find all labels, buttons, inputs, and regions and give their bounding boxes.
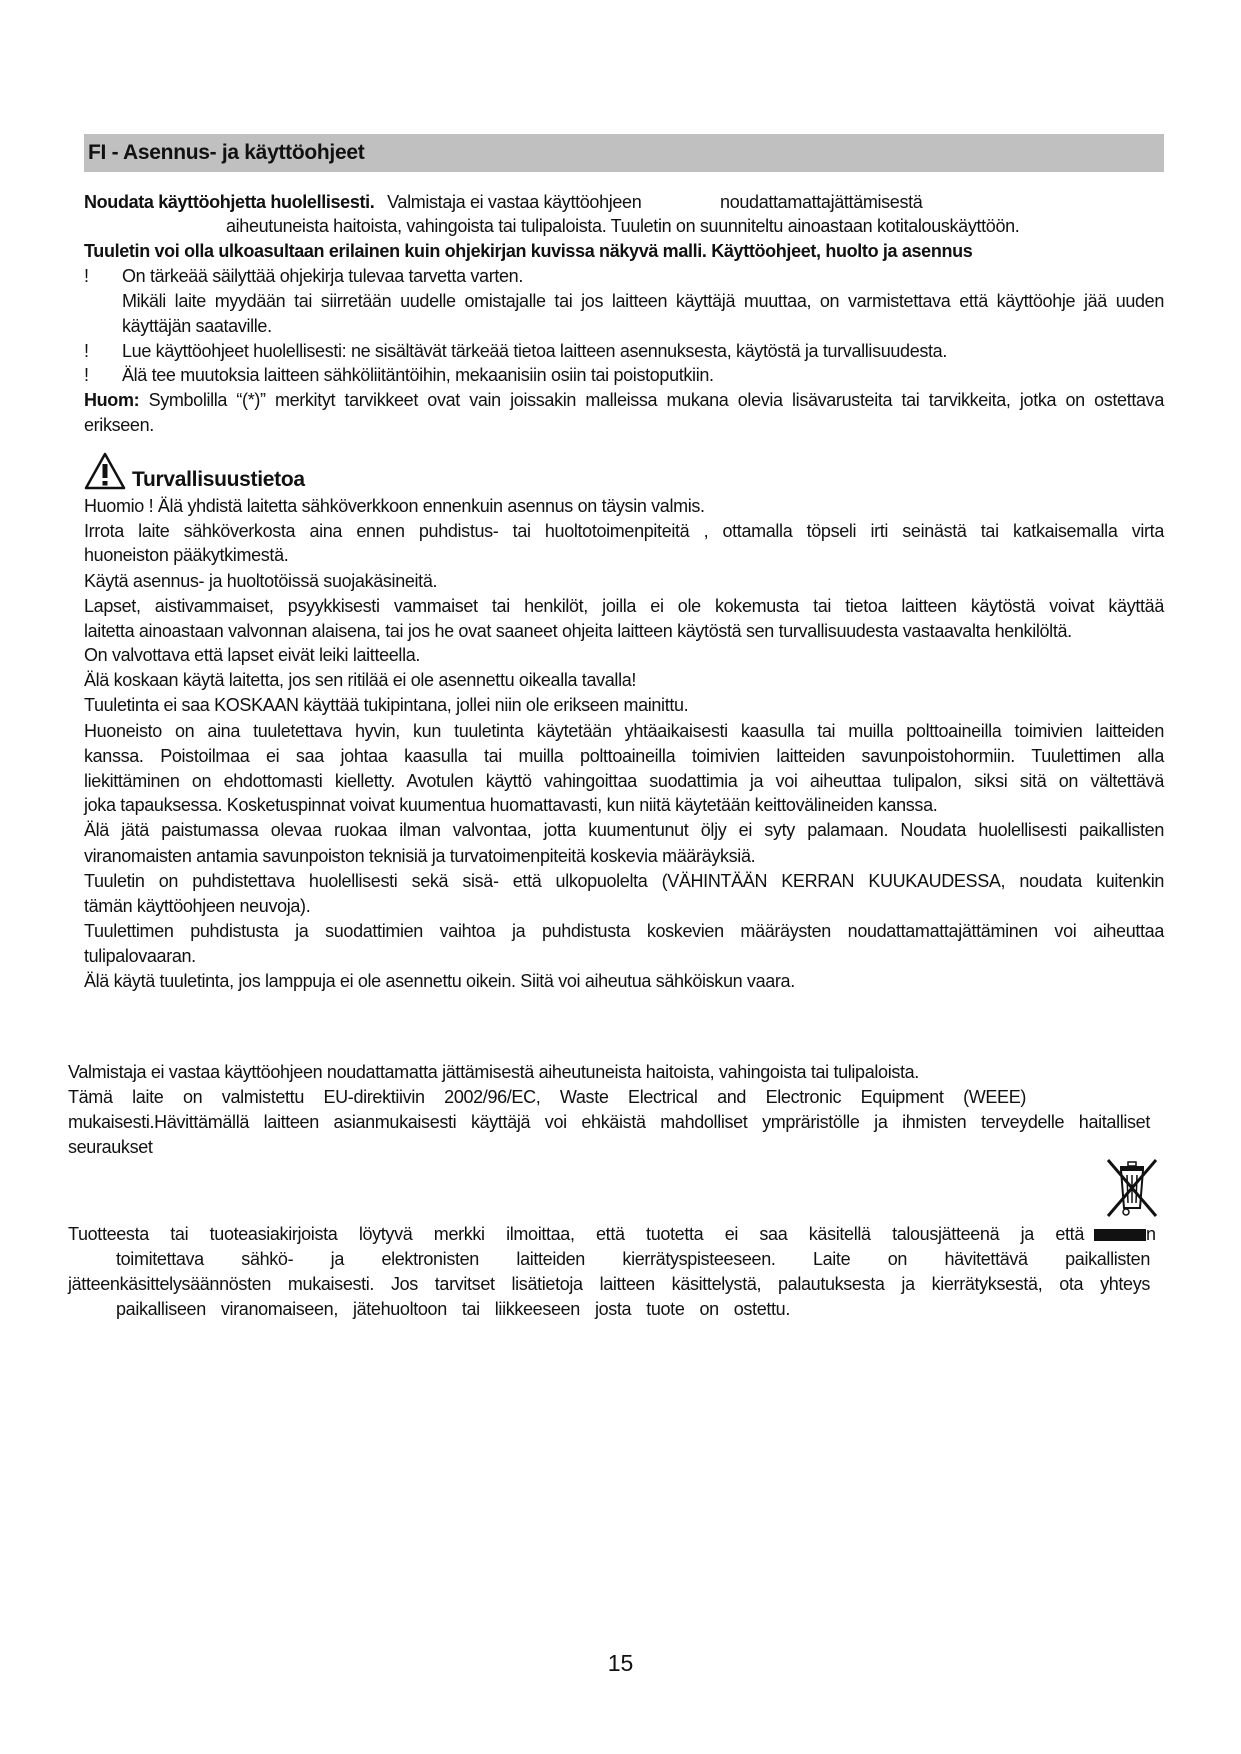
note-text: Symbolilla “(*)” merkityt tarvikkeet ovat vain joissakin malleissa mukana olevia lisävarusteita tai tarvikkeita, jotka on ostettava: [148, 390, 1164, 410]
bullet-1-line-2: Mikäli laite myydään tai siirretään uudelle omistajalle tai jos laitteen käyttäjä muuttaa, on varmistettava että käyttöohje jää uuden: [122, 291, 1164, 311]
weee-line-text: Tuotteesta tai tuoteasiakirjoista löytyvä merkki ilmoittaa, että tuotetta ei saa käsitellä talousjätteenä ja että: [68, 1224, 1084, 1244]
bullet-mark: !: [84, 365, 89, 385]
safety-line: Älä käytä tuuletinta, jos lamppuja ei ole asennettu oikein. Siitä voi aiheutua sähköiskun vaara.: [84, 971, 795, 991]
bullet-2-line-1: Lue käyttöohjeet huolellisesti: ne sisältävät tärkeää tietoa laitteen asennuksesta, käytöstä ja turvallisuudesta.: [122, 341, 947, 361]
safety-line: joka tapauksessa. Kosketuspinnat voivat kuumentua huomattavasti, kun niitä käytetään keittovälineiden kanssa.: [84, 795, 938, 815]
weee-line: paikalliseen viranomaiseen, jätehuoltoon tai liikkeeseen josta tuote on ostettu.: [116, 1299, 790, 1319]
bullet-1-line-3: käyttäjän saataville.: [122, 316, 272, 336]
weee-line: seuraukset: [68, 1137, 153, 1157]
safety-line: viranomaisten antamia savunpoiston teknisiä ja turvatoimenpiteitä koskevia määräyksiä.: [84, 846, 756, 866]
page-title: FI - Asennus- ja käyttöohjeet: [88, 141, 365, 164]
bullet-mark: !: [84, 341, 89, 361]
safety-line: On valvottava että lapset eivät leiki laitteella.: [84, 645, 421, 665]
section-header-bar: [84, 134, 1164, 172]
safety-line: Älä koskaan käytä laitetta, jos sen ritilää ei ole asennettu oikealla tavalla!: [84, 670, 637, 690]
weee-line: jätteenkäsittelysäännösten mukaisesti. Jos tarvitset lisätietoja laitteen käsittelystä, palautuksesta ja kierrätyksestä, ota yhteys: [68, 1274, 1150, 1294]
weee-line: toimitettava sähkö- ja elektronisten laitteiden kierrätyspisteeseen. Laite on hävitettävä paikallisten: [116, 1249, 1150, 1269]
safety-line: Tuulettimen puhdistusta ja suodattimien vaihtoa ja puhdistusta koskevien määräysten noudattamattajättäminen voi aiheuttaa: [84, 921, 1164, 941]
note-line-1: [84, 388, 1164, 412]
page-number: 15: [607, 1650, 634, 1676]
weee-line: [68, 1222, 1156, 1246]
safety-line: Käytä asennus- ja huoltotöissä suojakäsineitä.: [84, 571, 438, 591]
weee-line-tail: n: [1146, 1224, 1156, 1244]
weee-line: Valmistaja ei vastaa käyttöohjeen noudattamatta jättämisestä aiheutuneista haitoista, vahingoista tai tulipaloista.: [68, 1062, 919, 1082]
safety-line: laitetta ainoastaan valvonnan alaisena, tai jos he ovat saaneet ohjeita laitteen käytöstä sen turvallisuudesta vastaavalta henkilöltä.: [84, 621, 1072, 641]
weee-line: mukaisesti.Hävittämällä laitteen asianmukaisesti käyttäjä voi ehkäistä mahdolliset ympräristölle ja ihmisten terveydelle haitalliset: [68, 1112, 1150, 1132]
intro-line-1-text-b: noudattamattajättämisestä: [720, 192, 923, 212]
intro-line-1-text-a: Valmistaja ei vastaa käyttöohjeen: [387, 192, 642, 212]
intro-bold-lead: Noudata käyttöohjetta huolellisesti.: [84, 192, 375, 212]
safety-line: Huomio ! Älä yhdistä laitetta sähköverkkoon ennenkuin asennus on täysin valmis.: [84, 496, 705, 516]
safety-line: Lapset, aistivammaiset, psyykkisesti vammaiset tai henkilöt, joilla ei ole kokemusta tai tietoa laitteen käytöstä voivat käyttää: [84, 596, 1164, 616]
safety-line: kanssa. Poistoilmaa ei saa johtaa kaasulla tai muilla polttoaineilla toimivien laitteiden savunpoistohormiin. Tuulettimen alla: [84, 746, 1164, 766]
crossed-out-bin-icon: [1106, 1158, 1158, 1220]
safety-line: liekittäminen on ehdottomasti kielletty. Avotulen käyttö vahingoittaa suodattimia ja voi aiheuttaa tulipalon, siksi sitä on vältettävä: [84, 771, 1164, 791]
bullet-mark: !: [84, 266, 89, 286]
safety-line: Huoneisto on aina tuuletettava hyvin, kun tuuletinta käytetään yhtäaikaisesti kaasulla tai muilla polttoaineilla toimivien laitteiden: [84, 721, 1164, 741]
safety-line: Älä jätä paistumassa olevaa ruokaa ilman valvontaa, jotta kuumentunut öljy ei syty palamaan. Noudata huolellisesti paikallisten: [84, 820, 1164, 840]
intro-line-2: aiheutuneista haitoista, vahingoista tai tulipaloista. Tuuletin on suunniteltu ainoastaan kotitalouskäyttöön.: [226, 216, 1020, 236]
safety-line: Tuuletinta ei saa KOSKAAN käyttää tukipintana, jollei niin ole erikseen mainittu.: [84, 695, 689, 715]
redaction-mark: [1094, 1229, 1146, 1241]
safety-line: huoneiston pääkytkimestä.: [84, 545, 289, 565]
safety-line: Irrota laite sähköverkosta aina ennen puhdistus- tai huoltotoimenpiteitä , ottamalla töpseli irti seinästä tai katkaisemalla virta: [84, 521, 1164, 541]
weee-line: Tämä laite on valmistettu EU-direktiivin 2002/96/EC, Waste Electrical and Electronic Equipment (WEEE): [68, 1087, 1026, 1107]
safety-line: tämän käyttöohjeen neuvoja).: [84, 896, 311, 916]
note-label: Huom:: [84, 390, 140, 410]
safety-line: Tuuletin on puhdistettava huolellisesti sekä sisä- että ulkopuolelta (VÄHINTÄÄN KERRAN KUUKAUDESSA, noudata kuitenkin: [84, 871, 1164, 891]
safety-line: tulipalovaaran.: [84, 946, 196, 966]
bullet-3-line-1: Älä tee muutoksia laitteen sähköliitäntöihin, mekaanisiin osiin tai poistoputkiin.: [122, 365, 714, 385]
warning-triangle-icon: [84, 452, 126, 490]
intro-line-1: [84, 190, 922, 214]
intro-line-3: Tuuletin voi olla ulkoasultaan erilainen kuin ohjekirjan kuvissa näkyvä malli. Käyttöohjeet, huolto ja asennus: [84, 241, 973, 261]
bullet-1-line-1: On tärkeää säilyttää ohjekirja tulevaa tarvetta varten.: [122, 266, 523, 286]
safety-section-title: Turvallisuustietoa: [132, 468, 305, 491]
note-line-2: erikseen.: [84, 415, 154, 435]
